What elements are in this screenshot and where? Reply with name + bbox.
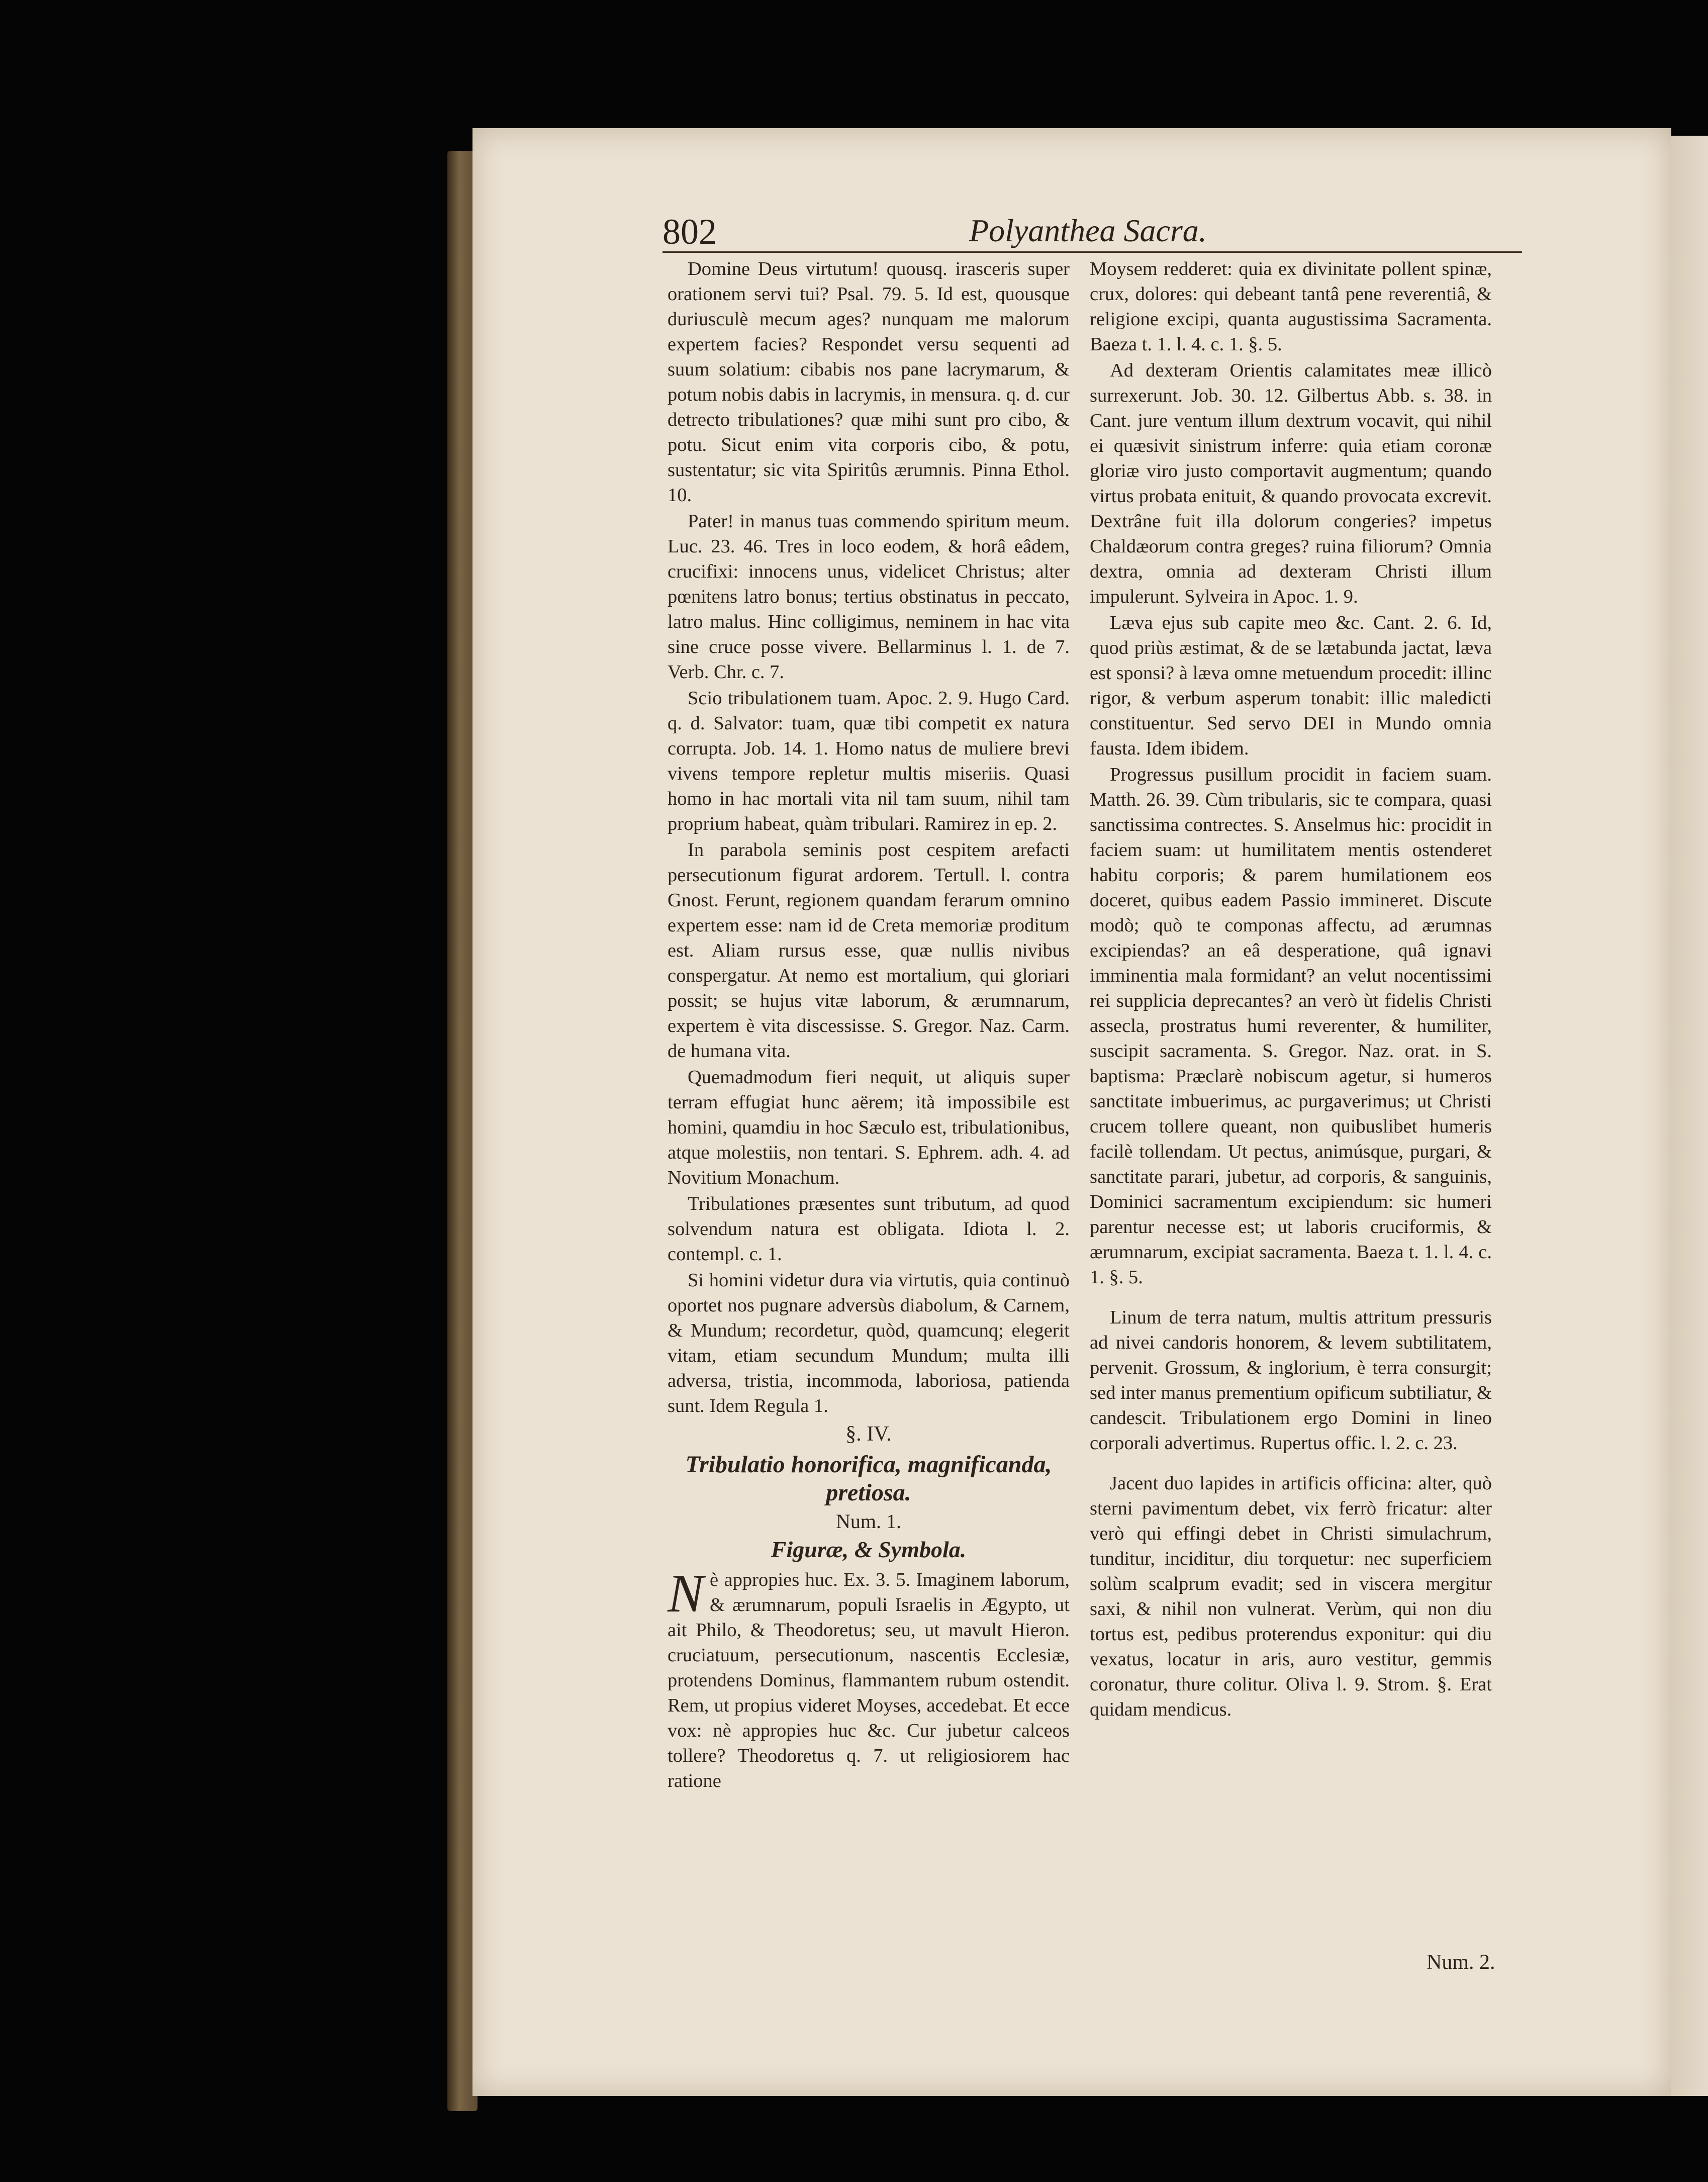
page-number: 802 — [662, 212, 717, 252]
paragraph: Domine Deus virtutum! quousq. irasceris super orationem servi tui? Psal. 79. 5. Id est, quousque duriusculè mecum ages? nunquam me malorum expertem facies? Respondet versu sequenti ad suum solatium: cibabis nos pane lacrymarum, & potum nobis dabis in lacrymis, in mensura. q. d. cur detrecto tribulationes? quæ mihi sunt pro cibo, & potu. Sicut enim vita corporis cibo, & potu, sustentatur; sic vita Spiritûs ærumnis. Pinna Ethol. 10. — [668, 258, 1070, 506]
left-column — [668, 256, 1070, 1793]
paragraph: Pater! in manus tuas commendo spiritum meum. Luc. 23. 46. Tres in loco eodem, & horâ eâdem, crucifixi: innocens unus, videlicet Christus; alter pœnitens latro bonus; tertius obstinatus in peccato, latro malus. Hinc colligimus, neminem in hac vita sine cruce posse vivere. Bellarminus l. 1. de 7. Verb. Chr. c. 7. — [668, 511, 1070, 683]
section-mark: §. IV. — [845, 1422, 892, 1446]
paragraph: In parabola seminis post cespitem arefacti persecutionum figurat ardorem. Tertull. l. contra Gnost. Ferunt, regionem quandam ferarum omnino expertem esse: nam id de Creta memoriæ proditum est. Aliam rursus esse, quæ nullis nivibus conspergatur. At nemo est mortalium, qui gloriari possit; se hujus vitæ laborum, & ærumnarum, expertem è vita discessisse. S. Gregor. Naz. Carm. de humana vita. — [668, 839, 1070, 1062]
paragraph: Linum de terra natum, multis attritum pressuris ad nivei candoris honorem, & levem subtilitatem, pervenit. Grossum, & inglorium, è terra consurgit; sed inter manus prementium opificum subtiliatur, & candescit. Tribulationem ergo Domini in lineo corporali advertimus. Rupertus offic. l. 2. c. 23. — [1090, 1307, 1492, 1454]
paragraph: Læva ejus sub capite meo &c. Cant. 2. 6. Id, quod priùs æstimat, & de se lætabunda jactat, læva est sponsi? à læva omne metuendum procedit: illinc rigor, & verbum asperum tonabit: illic maledicti constituentur. Sed servo DEI in Mundo omnia fausta. Idem ibidem. — [1090, 612, 1492, 759]
paragraph: Tribulationes præsentes sunt tributum, ad quod solvendum natura est obligata. Idiota l. 2. contempl. c. 1. — [668, 1193, 1070, 1265]
paragraph: Moysem redderet: quia ex divinitate pollent spinæ, crux, dolores: qui debeant tantâ pene reverentiâ, & religione excipi, quanta augustissima Sacramenta. Baeza t. 1. l. 4. c. 1. §. 5. — [1090, 258, 1492, 355]
running-title: Polyanthea Sacra. — [969, 213, 1207, 248]
running-head — [662, 211, 1522, 253]
right-column — [1090, 256, 1492, 1722]
paragraph: Ad dexteram Orientis calamitates meæ illicò surrexerunt. Job. 30. 12. Gilbertus Abb. s. 38. in Cant. jure ventum illum dextrum vocavit, qui nihil ei quæsivit sinistrum inferre: quia etiam coronæ gloriæ viro justo comportavit augmentum; quando virtus probata enituit, & quando provocata excrevit. Dextrâne fuit illa dolorum congeries? impetus Chaldæorum contra greges? ruina filiorum? Omnia dextra, omnia ad dexteram Christi illum impulerunt. Sylveira in Apoc. 1. 9. — [1090, 360, 1492, 607]
paragraph-text: è appropies huc. Ex. 3. 5. Imaginem laborum, & ærumnarum, populi Israelis in Ægypto, ut ait Philo, & Theodoretus; seu, ut mavult Hieron. cruciatuum, persecutionum, nascentis Ecclesiæ, protendens Dominus, flammantem rubum ostendit. Rem, ut propius videret Moyses, accedebat. Et ecce vox: nè appropies huc &c. Cur jubetur calceos tollere? Theodoretus q. 7. ut religiosiorem hac ratione — [668, 1569, 1070, 1791]
subheading: Figuræ, & Symbola. — [771, 1537, 967, 1562]
paragraph: Jacent duo lapides in artificis officina: alter, quò sterni pavimentum debet, vix ferrò fricatur: alter verò qui effingi debet in Christi simulachrum, tunditur, inciditur, diu torquetur: nec superficiem solùm scalprum evadit; sed in viscera mergitur saxi, & nihil non vulnerat. Verùm, qui non diu tortus est, pedibus proterendus exponitur: qui diu vexatus, locatur in aris, auro vestitur, gemmis coronatur, thure colitur. Oliva l. 9. Strom. §. Erat quidam mendicus. — [1090, 1473, 1492, 1720]
catchword: Num. 2. — [1427, 1951, 1495, 1974]
paragraph: Progressus pusillum procidit in faciem suam. Matth. 26. 39. Cùm tribularis, sic te compara, quasi sanctissima contrectes. S. Anselmus hic: procidit in faciem suam: ut humilitatem mentis ostenderet habitu corporis; & parem humilationem eos doceret, quibus eadem Passio immineret. Discute modò; quò te componas affectu, ad ærumnas excipiendas? an eâ desperatione, quâ ignavi imminentia mala formidant? an velut nocentissimi rei supplicia deprecantes? an verò ùt fidelis Christi assecla, prostratus humi reverenter, & humiliter, suscipit sacramenta. S. Gregor. Naz. orat. in S. baptisma: Præclarè nobiscum agetur, si humeros sanctitate imbuerimus, ac purgaverimus; ut Christi crucem tollere queant, non quibuslibet humeris facilè tollendam. Ut pectus, animúsque, purgari, & sanctitate parari, jubetur, ad corporis, & sanguinis, Dominici sacramentum excipiendum: sic humeri parentur necesse est; ut laboris cruciformis, & ærumnarum, excipiat sacramenta. Baeza t. 1. l. 4. c. 1. §. 5. — [1090, 764, 1492, 1288]
section-number: Num. 1. — [836, 1510, 901, 1533]
paragraph: Scio tribulationem tuam. Apoc. 2. 9. Hugo Card. q. d. Salvator: tuam, quæ tibi competit ex natura corrupta. Job. 14. 1. Homo natus de muliere brevi vivens tempore repletur multis miseriis. Quasi homo in hac mortali vita nil tam suum, nihil tam proprium habeat, quàm tribulari. Ramirez in ep. 2. — [668, 688, 1070, 834]
paragraph-with-initial — [668, 1564, 1070, 1793]
paragraph: Quemadmodum fieri nequit, ut aliquis super terram effugiat hunc aërem; ità impossibile est homini, quamdiu in hoc Sæculo est, tribulationibus, atque molestiis, non tentari. S. Ephrem. adh. 4. ad Novitium Monachum. — [668, 1067, 1070, 1188]
paragraph: Si homini videtur dura via virtutis, quia continuò oportet nos pugnare adversùs diabolum, & Carnem, & Mundum; recordetur, quòd, quamcunq; elegerit vitam, etiam secundum Mundum; multa illi adversa, tristia, incommoda, laboriosa, patienda sunt. Idem Regula 1. — [668, 1270, 1070, 1416]
section-heading: Tribulatio honorifica, magnificanda, pretiosa. — [685, 1451, 1052, 1506]
drop-initial: N — [668, 1564, 704, 1624]
